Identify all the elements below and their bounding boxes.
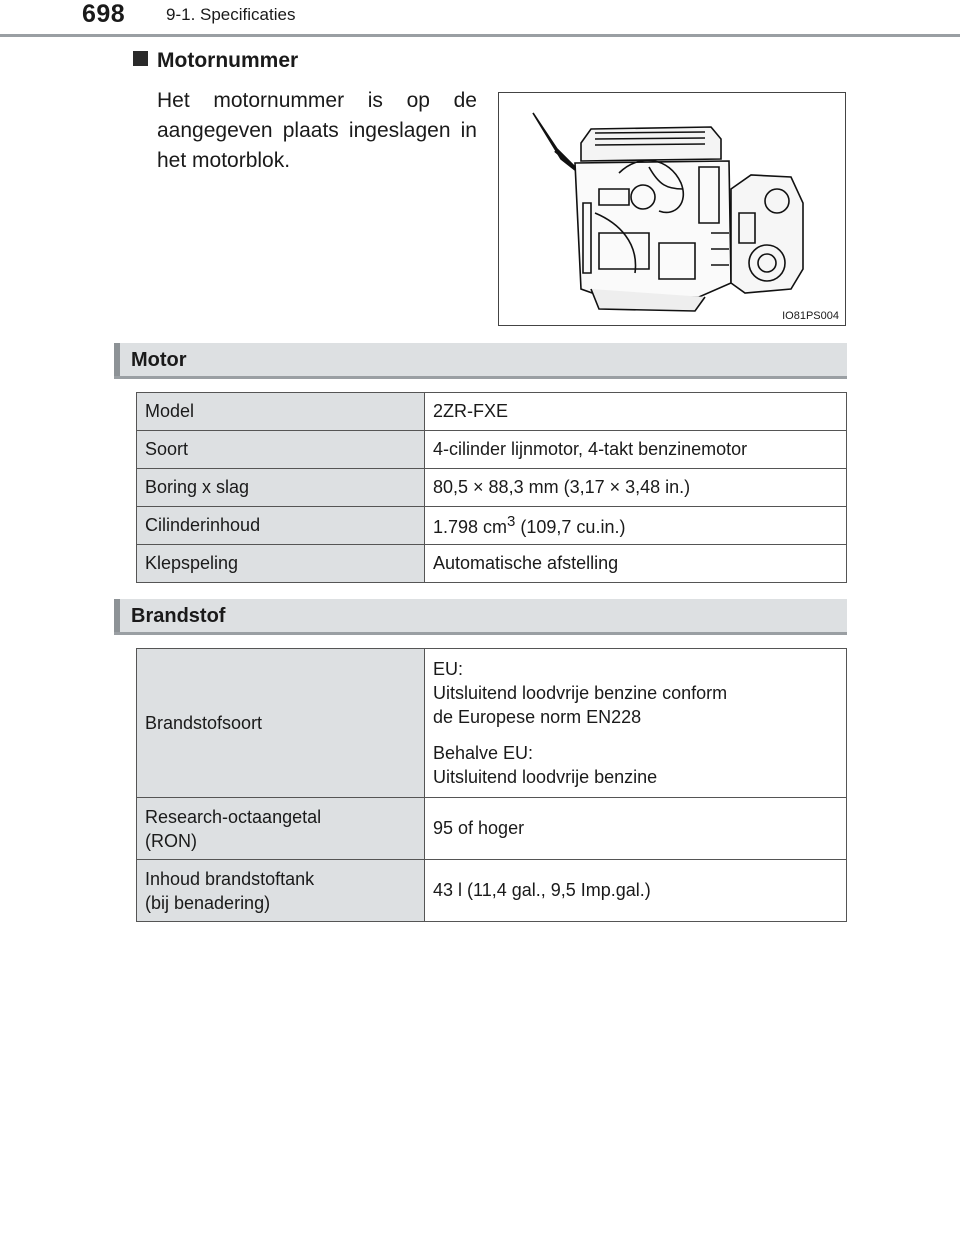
motor-section-title: Motor [131,349,187,371]
row-label-line-1: Research-octaangetal [145,806,322,827]
row-label: Brandstofsoort [137,649,425,798]
row-label: Model [137,393,425,431]
non-eu-line-1: Uitsluitend loodvrije benzine [433,767,658,787]
engine-illustration [498,92,846,326]
engine-block-drawing [499,93,846,326]
fuel-section-header [114,599,847,635]
eu-block [433,657,838,729]
superscript-three: 3 [507,513,516,530]
engine-number-heading [133,49,298,73]
table-row [137,469,847,507]
row-value: Automatische afstelling [425,545,847,583]
row-value: 2ZR-FXE [425,393,847,431]
row-label-line-1: Inhoud brandstoftank [145,868,315,889]
displacement-imperial: (109,7 cu.in.) [515,517,626,537]
engine-number-text: Het motornummer is op de aangegeven plaats ingeslagen in het motorblok. [157,89,477,172]
chapter-title: 9-1. Specificaties [166,5,296,24]
table-row [137,798,847,860]
table-row [137,545,847,583]
table-row [137,393,847,431]
row-label [137,860,425,922]
row-label: Soort [137,431,425,469]
table-row [137,431,847,469]
row-label: Cilinderinhoud [137,507,425,545]
row-label: Klepspeling [137,545,425,583]
table-row [137,649,847,798]
section-bar [114,343,120,376]
row-label-line-2: (RON) [145,830,197,851]
figure-code: IO81PS004 [782,310,839,322]
page-number: 698 [82,0,126,28]
eu-line-1: Uitsluitend loodvrije benzine conform [433,683,728,703]
fuel-section-title: Brandstof [131,605,226,627]
engine-number-title: Motornummer [157,49,299,72]
table-row [137,860,847,922]
eu-line-2: de Europese norm EN228 [433,707,642,727]
row-value [425,507,847,545]
header-rule [0,34,960,37]
motor-spec-table [136,392,847,583]
row-value: 80,5 × 88,3 mm (3,17 × 3,48 in.) [425,469,847,507]
row-value [425,649,847,798]
non-eu-block [433,741,838,789]
row-label-line-2: (bij benadering) [145,892,271,913]
row-value: 43 l (11,4 gal., 9,5 Imp.gal.) [425,860,847,922]
section-bar [114,599,120,632]
table-row [137,507,847,545]
non-eu-label: Behalve EU: [433,743,534,763]
row-value: 95 of hoger [425,798,847,860]
eu-label: EU: [433,659,464,679]
square-bullet-icon [133,51,148,66]
motor-section-header [114,343,847,379]
row-value: 4-cilinder lijnmotor, 4-takt benzinemotor [425,431,847,469]
displacement-value: 1.798 cm [433,517,508,537]
fuel-spec-table [136,648,847,922]
row-label [137,798,425,860]
row-label: Boring x slag [137,469,425,507]
